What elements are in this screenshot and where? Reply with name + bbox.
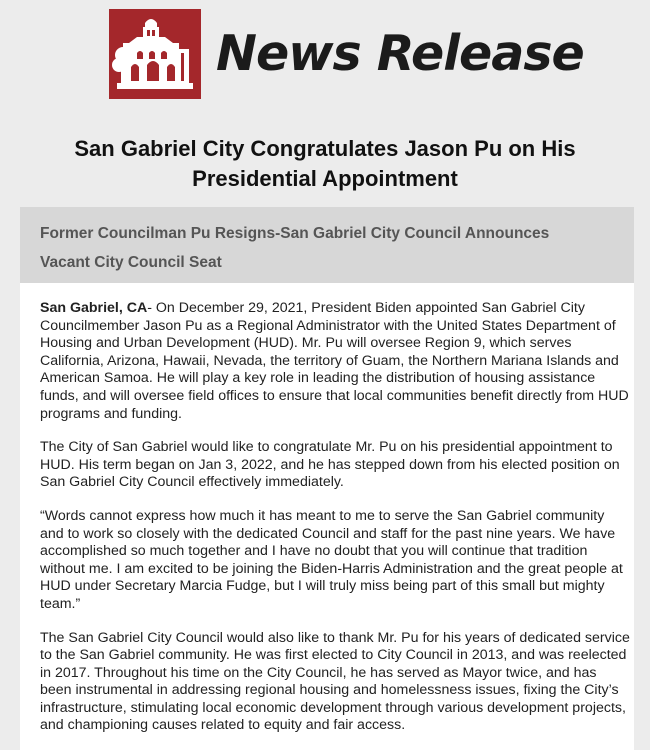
subheadline-line-2: Vacant City Council Seat: [40, 254, 222, 271]
paragraph-3-quote: “Words cannot express how much it has meant to me to serve the San Gabriel community and to work so closely with the dedicated Council and staff for the past nine years. We have accomplished so much together and I have no doubt that you will continue that tradition without me. I am excited to be joining the Biden-Harris Administration and the great people at HUD under Secretary Marcia Fudge, but I will truly miss being part of this small but mighty team.”: [40, 507, 623, 612]
paragraph-1: [40, 300, 630, 423]
paragraph-1-text: - On December 29, 2021, President Biden appointed San Gabriel City Councilmember Jason Pu as a Regional Administrator with the United States Department of Housing and Urban Development (HUD). Mr. Pu will oversee Region 9, which serves California, Arizona, Hawaii, Nevada, the territory of Guam, the Northern Mariana Islands and American Samoa. He will play a key role in leading the distribution of housing assistance funds, and will oversee field offices to ensure that local communities benefit directly from HUD programs and funding.: [40, 300, 629, 422]
brand-title: News Release: [216, 25, 584, 82]
mission-building-icon: [109, 9, 201, 99]
article-body: [20, 283, 634, 750]
article-text: [40, 300, 630, 750]
page-title-line-1: San Gabriel City Congratulates Jason Pu on His: [74, 136, 576, 161]
dateline: San Gabriel, CA: [40, 300, 148, 316]
subheadline: [40, 219, 600, 277]
page-title-line-2: Presidential Appointment: [192, 166, 458, 191]
paragraph-4: The San Gabriel City Council would also like to thank Mr. Pu for his years of dedicated service to the San Gabriel community. He was first elected to City Council in 2013, and was reelected in 2017. Throughout his time on the City Council, he has served as Mayor twice, and has been instrumental in addressing regional housing and homelessness issues, fixing the City’s infrastructure, stimulating local economic development through various development projects, and championing causes related to equity and fair access.: [40, 629, 630, 734]
subheadline-line-1: Former Councilman Pu Resigns-San Gabriel City Council Announces: [40, 225, 550, 242]
news-release-header: [0, 0, 650, 108]
mission-building-logo-icon: [109, 9, 201, 99]
page-title: [0, 134, 650, 194]
paragraph-2: The City of San Gabriel would like to congratulate Mr. Pu on his presidential appointment to HUD. His term began on Jan 3, 2022, and he has stepped down from his elected position on San Gabriel City Council effectively immediately.: [40, 439, 620, 491]
subheadline-banner: [20, 207, 634, 283]
